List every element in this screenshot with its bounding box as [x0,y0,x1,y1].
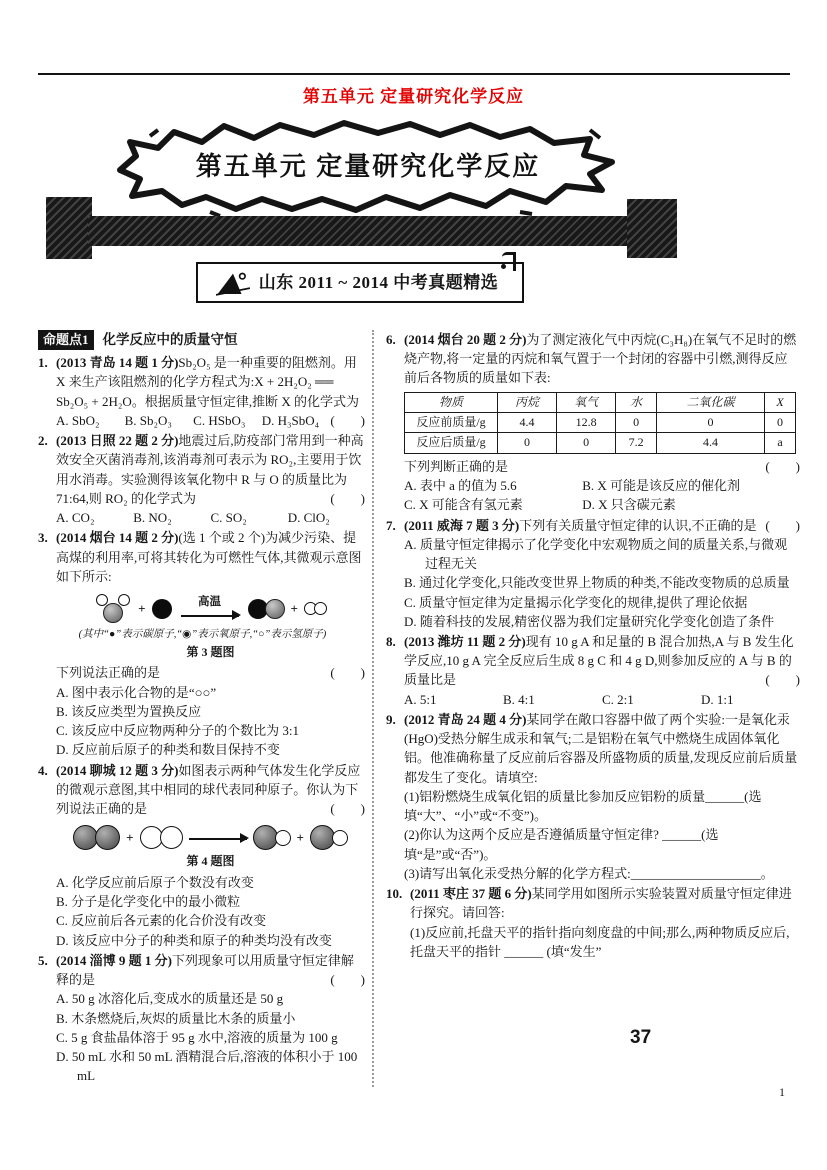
options-grid [404,476,800,514]
option-b: B. 木条燃烧后,灰烬的质量比木条的质量小 [56,1010,296,1026]
question-text: 地震过后,防疫部门常用到一种高效安全灭菌消毒剂,该消毒剂可表示为 RO₂,主要用于饮用水消毒。实验测得该氧化物中 R 与 O 的质量比为 71:64,则 RO₂ 的化学式为 [56,433,364,506]
question-number: 9. [386,711,396,727]
option-d: D. H₃SbO₄ [261,412,320,428]
topic-title: 化学反应中的质量守恒 [102,332,238,348]
oxygen-atom-icon [103,603,123,623]
option-a: A. 表中 a 的值为 5.6 [404,478,517,494]
right-column [386,330,800,962]
answer-bracket: ( ) [765,458,800,474]
plus-sign: + [290,600,298,616]
question-number: 10. [386,886,403,902]
option-b: B. Sb₂O₃ [124,412,172,428]
table-cell: 0 [557,433,616,453]
table-header-cell: 水 [616,392,657,412]
option-c: C. SO₂ [210,510,247,526]
question-number: 7. [386,517,396,533]
corner-page-number: 1 [779,1085,785,1099]
question-text: 下列有关质量守恒定律的认识,不正确的是 [519,517,757,533]
sub-question-3: (3)请写出氧化汞受热分解的化学方程式:____________________。 [404,865,774,881]
option-d: D. 1:1 [701,691,734,707]
option-b: B. 通过化学变化,只能改变世界上物质的种类,不能改变物质的总质量 [404,575,790,591]
option-a: A. 5:1 [404,691,437,707]
question-text: (选 1 个或 2 个)为减少污染、提高煤的利用率,可将其转化为可燃性气体,其微观示意图如下所示: [56,530,362,584]
shaded-atom-icon [95,825,120,850]
reaction-arrow-icon [189,838,247,840]
page-title: 第五单元 定量研究化学反应 [302,87,525,106]
option-c: C. 质量守恒定律为定量揭示化学变化的规律,提供了理论依据 [404,594,748,610]
reaction-arrow [181,596,239,621]
question-8 [386,632,800,709]
question-stem [56,528,365,586]
molecule-a2-icon [73,825,120,850]
water-molecule-icon [94,593,132,624]
chapter-banner-title: 第五单元 定量研究化学反应 [195,152,541,181]
option-c: C. 反应前后各元素的化合价没有改变 [56,913,267,929]
question-9 [386,710,800,883]
question-substem: 下列判断正确的是 ( ) [404,457,800,476]
hydrogen-molecule-icon [304,602,327,615]
table-header-row [405,392,796,412]
table-cell: 7.2 [616,433,657,453]
plus-sign: + [296,830,304,846]
question-source: (2013 潍坊 11 题 2 分) [404,633,526,649]
table-cell: 0 [498,433,557,453]
sub-question-2: (2)你认为这两个反应是否遵循质量守恒定律? ______(选填“是”或“否”)。 [404,827,719,862]
sub-question-1: (1)反应前,托盘天平的指针指向刻度盘的中间;那么,两种物质反应后,托盘天平的指针 ______ (填“发生” [410,924,790,959]
question-text: Sb₂O₅ 是一种重要的阻燃剂。用 X 来生产该阻燃剂的化学方程式为:X + 2H₂O₂ ══ Sb₂O₅ + 2H₂O。根据质量守恒定律,推断 X 的化学式为 [56,355,359,409]
shaded-atom-icon [253,825,278,850]
options-row [56,508,365,527]
answer-bracket: ( ) [765,517,800,533]
question-source: (2013 青岛 14 题 1 分) [56,355,179,371]
carbon-atom-icon [152,599,172,619]
question-source: (2012 青岛 24 题 4 分) [404,711,527,727]
question-stem [404,516,800,535]
option-b: B. X 可能是该反应的催化剂 [582,478,740,494]
option-b: B. NO₂ [133,510,172,526]
two-column-body [38,330,800,1087]
question-number: 5. [38,952,48,968]
atom-legend: (其中“●”表示碳原子,“◉”表示氧原子,“○”表示氢原子) [78,629,327,641]
question-1 [38,353,365,430]
question-stem [404,632,800,690]
figure-caption: 第 3 题图 [186,644,235,659]
question-body [56,528,365,759]
options-row [56,411,330,430]
option-a: A. 50 g 冰溶化后,变成水的质量还是 50 g [56,991,284,1007]
table-cell: a [765,433,796,453]
question-number: 2. [38,433,48,449]
topic-badge: 命题点1 [38,330,94,350]
option-a: A. SbO₂ [56,412,100,428]
hydrogen-atom-icon [118,594,130,606]
top-rule [38,73,790,75]
option-a: A. 质量守恒定律揭示了化学变化中宏观物质之间的质量关系,与微观过程无关 [404,536,788,572]
question-number: 4. [38,762,48,778]
option-b: B. 该反应类型为置换反应 [56,703,202,719]
option-d: D. 反应前后原子的种类和数目保持不变 [56,742,280,758]
question-stem [410,884,800,922]
page-number: 37 [630,1027,652,1048]
question-10 [386,884,800,961]
question-number: 6. [386,332,396,347]
column-divider [372,330,374,1087]
question-number: 1. [38,355,48,371]
carbon-monoxide-molecule-icon [248,599,285,619]
question-number: 8. [386,633,396,649]
header-bar [88,216,633,246]
table-cell: 反应前质量/g [405,413,498,433]
option-c: C. X 可能含有氢元素 [404,497,523,513]
reaction-diagram-q4 [56,825,365,850]
question-source: (2014 淄博 9 题 1 分) [56,952,172,968]
question-source: (2014 烟台 14 题 2 分) [56,530,179,546]
arrow-icon [181,615,239,617]
table-header-cell: 氧气 [557,392,616,412]
header-bar-left-block [46,197,92,259]
option-b: B. 分子是化学变化中的最小微粒 [56,894,241,910]
question-text: 下列现象可以用质量守恒定律解释的是 [56,952,354,988]
answer-bracket: ( ) [330,972,365,988]
option-d: D. X 只含碳元素 [582,497,676,513]
white-atom-icon [275,830,291,846]
option-c: C. HSbO₃ [193,412,246,428]
question-text: 现有 10 g A 和足量的 B 混合加热,A 与 B 发生化学反应,10 g A 完全反应后生成 8 g C 和 4 g D,则参加反应的 A 与 B 的质量比是 [404,633,794,688]
question-stem [404,710,800,787]
question-4 [38,761,365,950]
question-body [404,330,800,515]
question-body [404,710,800,883]
header-bar-right-block [627,199,677,258]
table-cell: 反应后质量/g [405,433,498,453]
question-source: (2013 日照 22 题 2 分) [56,433,179,449]
option-c: C. 2:1 [602,691,634,707]
table-cell: 0 [616,413,657,433]
question-body [56,951,365,1086]
molecule-b2-icon [140,826,183,849]
question-7 [386,516,800,631]
answer-bracket: ( ) [330,412,365,428]
sub-question-1: (1)铝粉燃烧生成氧化铝的质量比参加反应铝粉的质量______(选填“大”、“小”或“不变”)。 [404,788,762,824]
white-atom-icon [332,830,348,846]
table-cell: 4.4 [498,413,557,433]
question-text: 为了测定液化气中丙烷(C₃H₈)在氧气不足时的燃烧产物,将一定量的丙烷和氧气置于一个封闭的容器中引燃,测得反应前后各物质的质量如下表: [404,332,797,386]
question-2 [38,431,365,527]
plus-sign: + [126,830,134,846]
table-row [405,433,796,453]
question-body [404,516,800,631]
mass-table [404,392,796,454]
question-6 [386,330,800,515]
molecule-ab-icon [253,825,291,850]
question-body [404,632,800,709]
white-atom-icon [160,826,183,849]
question-stem [56,431,365,508]
option-d: D. 随着科技的发展,精密仪器为我们定量研究化学变化创造了条件 [404,613,775,629]
answer-bracket: ( ) [330,665,365,681]
table-header-cell: 丙烷 [498,392,557,412]
question-source: (2014 烟台 20 题 2 分) [404,332,527,347]
question-body [56,431,365,527]
question-3 [38,528,365,759]
plus-sign: + [138,600,146,616]
question-text: 某同学在敞口容器中做了两个实验:一是氧化汞(HgO)受热分解生成汞和氧气;二是铝粉在氧气中燃烧生成固体氧化铝。他准确称量了反应前后容器及所盛物质的质量,发现反应前后质量都发生了变化。请填空: [404,711,798,785]
arrow-condition-label: 高温 [198,596,221,609]
topic-header [38,330,365,350]
table-cell: 0 [656,413,764,433]
question-body [56,353,365,430]
hook-mark-icon [502,252,516,271]
option-c: C. 该反应中反应物两种分子的个数比为 3:1 [56,723,300,739]
question-5 [38,951,365,1086]
oxygen-atom-icon [265,599,285,619]
section-logo-icon [216,270,250,296]
table-header-cell: X [765,392,796,412]
option-d: D. 该反应中分子的种类和原子的种类均没有改变 [56,932,332,948]
reaction-diagram-q3 [56,593,365,624]
option-b: B. 4:1 [503,691,535,707]
left-column [38,330,365,1087]
hydrogen-atom-icon [314,602,327,615]
answer-bracket: ( ) [765,672,800,688]
option-a: A. CO₂ [56,510,95,526]
table-header-cell: 物质 [405,392,498,412]
table-cell: 0 [765,413,796,433]
section-badge-title: 山东 2011 ~ 2014 中考真题精选 [258,272,499,292]
question-source: (2011 枣庄 37 题 6 分) [410,886,532,902]
question-stem [56,761,365,819]
question-stem [404,330,800,388]
question-body [56,761,365,950]
question-source: (2011 威海 7 题 3 分) [404,517,520,533]
option-d: D. 50 mL 水和 50 mL 酒精混合后,溶液的体积小于 100 mL [56,1049,358,1084]
table-row [405,413,796,433]
question-body [410,884,800,961]
answer-bracket: ( ) [330,490,365,506]
option-a: A. 化学反应前后原子个数没有改变 [56,874,254,890]
question-substem: 下列说法正确的是 ( ) [56,663,365,682]
figure-caption: 第 4 题图 [186,854,235,869]
options-row [404,690,800,709]
question-text: 如图表示两种气体发生化学反应的微观示意图,其中相同的球代表同种原子。你认为下列说法正确的是 [56,762,361,816]
section-badge [196,262,524,303]
option-d: D. ClO₂ [287,510,330,526]
table-cell: 4.4 [656,433,764,453]
answer-bracket: ( ) [330,800,365,816]
table-cell: 12.8 [557,413,616,433]
question-text: 某同学用如图所示实验装置对质量守恒定律进行探究。请回答: [410,886,792,921]
question-number: 3. [38,530,48,546]
molecule-ab-icon [310,825,348,850]
question-stem [56,951,365,989]
option-c: C. 5 g 食盐晶体溶于 95 g 水中,溶液的质量为 100 g [56,1029,338,1045]
chapter-banner [90,116,646,220]
question-source: (2014 聊城 12 题 3 分) [56,762,179,778]
table-header-cell: 二氧化碳 [656,392,764,412]
option-a: A. 图中表示化合物的是“○○” [56,684,217,700]
